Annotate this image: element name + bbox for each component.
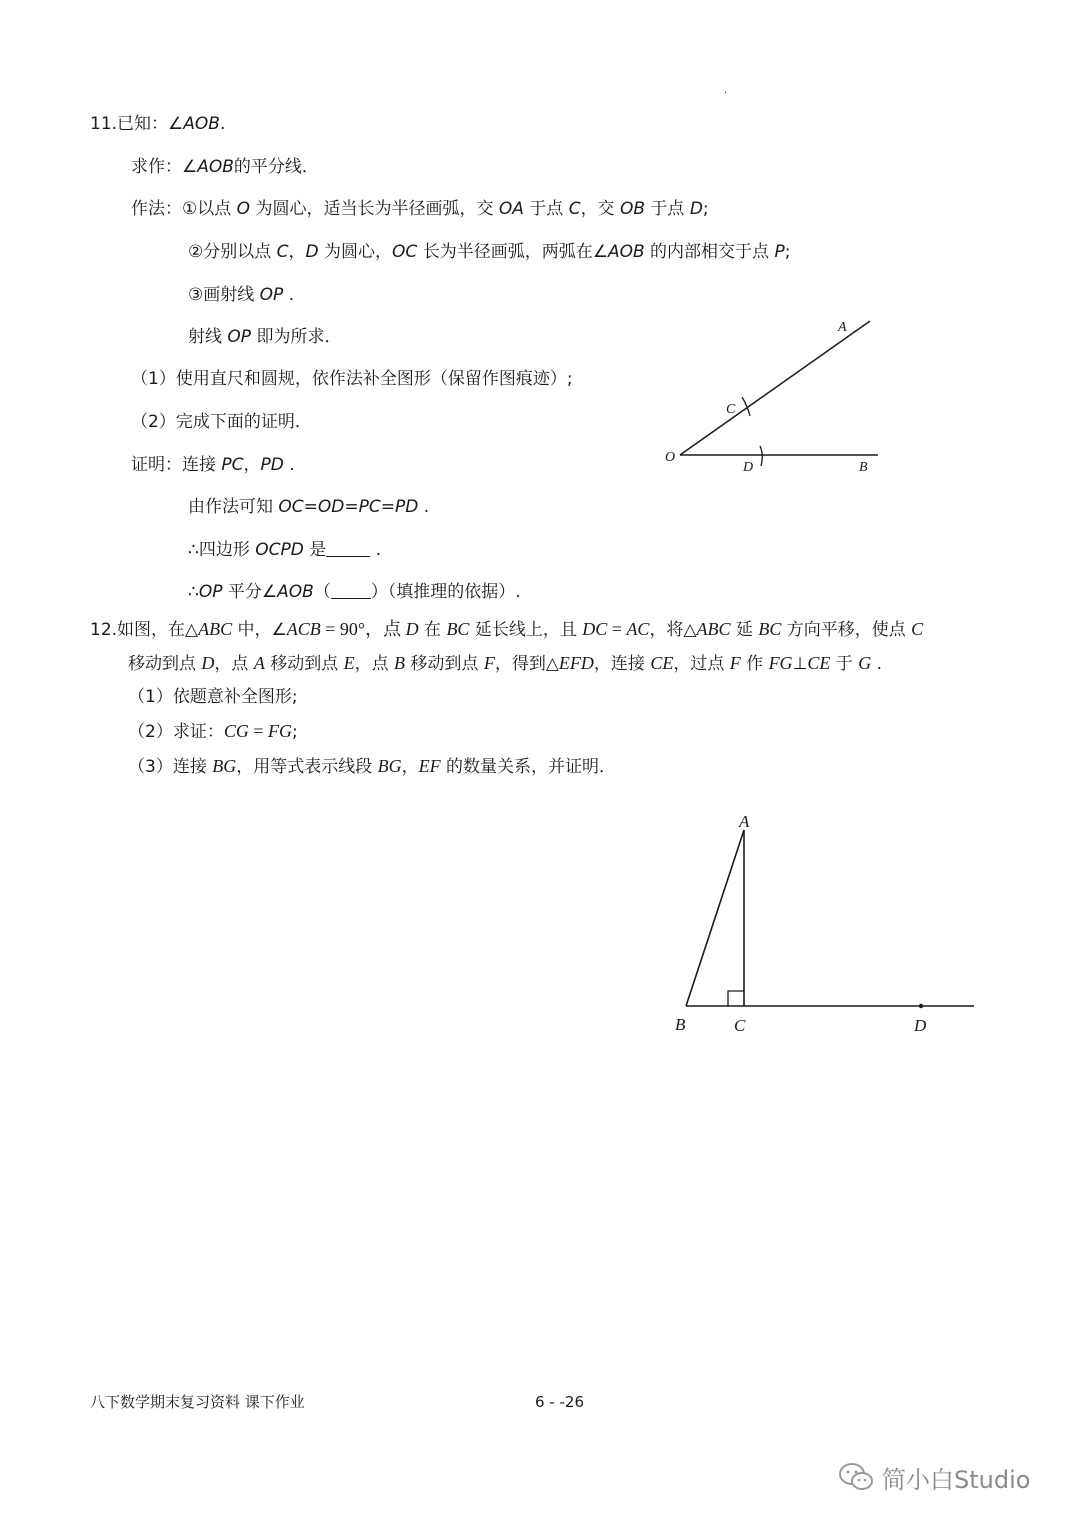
q11-proof-line3: ∴四边形 OCPD 是 . (188, 540, 382, 560)
right-angle-mark (728, 991, 744, 1006)
q11-part2: （2）完成下面的证明． (131, 412, 312, 432)
watermark (838, 1460, 1030, 1494)
q12-part2: （2）求证：CG = FG; (128, 721, 298, 742)
page-number: 6 - -26 (535, 1393, 584, 1411)
q11-step2: ②分别以点 C，D 为圆心，OC 长为半径画弧，两弧在∠AOB 的内部相交于点 P; (188, 242, 791, 262)
label-a: A (739, 812, 750, 831)
watermark-text: 简小白Studio (882, 1465, 1031, 1494)
q11-step1: 作法：①以点 O 为圆心，适当长为半径画弧，交 OA 于点 C，交 OB 于点 D; (131, 199, 709, 219)
q12-line2: 移动到点 D，点 A 移动到点 E，点 B 移动到点 F，得到△EFD，连接 CE，过点 F 作 FG⊥CE 于 G . (128, 653, 883, 674)
q11-part1: （1）使用直尺和圆规，依作法补全图形（保留作图痕迹）; (131, 369, 573, 389)
wechat-icon (838, 1462, 874, 1492)
q11-title: 11.已知：∠AOB. (90, 114, 226, 134)
q11-proof-line2: 由作法可知 OC=OD=PC=PD . (188, 497, 430, 517)
q12-part3: （3）连接 BG，用等式表示线段 BG，EF 的数量关系，并证明． (128, 756, 617, 777)
segment-ab (686, 830, 744, 1006)
q11-step3: ③画射线 OP . (188, 285, 295, 305)
footer-left: 八下数学期末复习资料 课下作业 (90, 1393, 305, 1411)
label-d: D (743, 460, 754, 475)
q12-line1: 12.如图，在△ABC 中，∠ACB = 90°，点 D 在 BC 延长线上，且 DC = AC，将△ABC 延 BC 方向平移，使点 C (90, 619, 924, 640)
q12-part1: （1）依题意补全图形; (128, 687, 298, 707)
q11-qiuzuo: 求作：∠AOB的平分线． (131, 157, 319, 177)
label-o: O (665, 450, 676, 465)
label-d: D (914, 1016, 927, 1035)
label-a: A (838, 320, 847, 335)
q11-proof-line1: 证明：连接 PC，PD . (131, 455, 295, 475)
point-d (919, 1004, 923, 1008)
label-c: C (726, 402, 736, 417)
corner-mark: . (724, 85, 728, 96)
q11-result: 射线 OP 即为所求． (188, 327, 342, 347)
q11-proof-line4: ∴OP 平分∠AOB（ ）（填推理的依据）. (188, 582, 521, 602)
label-b: B (859, 460, 868, 475)
label-c: C (734, 1016, 746, 1035)
label-b: B (675, 1015, 686, 1034)
